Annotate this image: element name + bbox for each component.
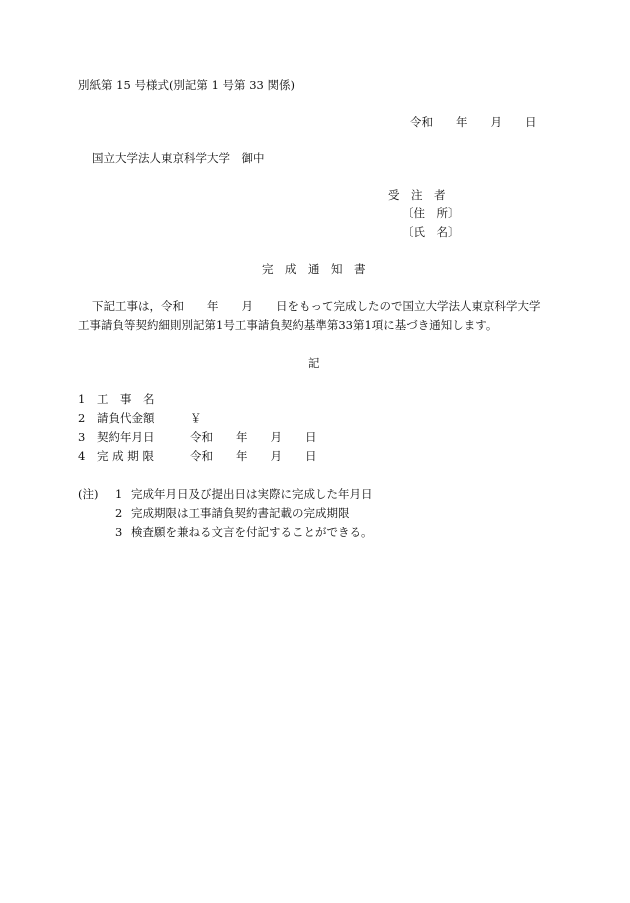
item-label-contract-date: 契約年月日 — [97, 430, 155, 444]
note-text: 検査願を兼ねる文言を付記することができる。 — [131, 525, 373, 539]
note-number: 2 — [115, 506, 123, 520]
note-text: 完成年月日及び提出日は実際に完成した年月日 — [131, 487, 373, 501]
contractor-label: 受 注 者 — [388, 188, 446, 202]
addressee: 国立大学法人東京科学大学 御中 — [92, 151, 265, 165]
note-text: 完成期限は工事請負契約書記載の完成期限 — [131, 506, 350, 520]
form-reference: 別紙第 15 号様式(別記第 1 号第 33 関係) — [78, 78, 295, 92]
item-label-construction-name: 工 事 名 — [97, 392, 155, 406]
item-number: 3 — [78, 430, 86, 444]
item-value-completion-deadline: 令和 年 月 日 — [190, 449, 317, 463]
item-value-contract-date: 令和 年 月 日 — [190, 430, 317, 444]
item-number: 4 — [78, 449, 86, 463]
item-label-contract-amount: 請負代金額 — [97, 411, 155, 425]
note-number: 3 — [115, 525, 123, 539]
item-value-yen: ￥ — [190, 411, 202, 425]
contractor-name-label: 〔氏 名〕 — [402, 225, 460, 239]
item-number: 2 — [78, 411, 86, 425]
item-label-completion-deadline: 完 成 期 限 — [97, 449, 154, 463]
body-line-1: 下記工事は，令和 年 月 日をもって完成したので国立大学法人東京科学大学 — [92, 299, 541, 313]
date-line: 令和 年 月 日 — [410, 115, 537, 129]
document-title: 完 成 通 知 書 — [262, 262, 366, 276]
contractor-address-label: 〔住 所〕 — [402, 206, 460, 220]
notes-label: (注) — [78, 487, 99, 501]
item-number: 1 — [78, 392, 86, 406]
note-number: 1 — [115, 487, 123, 501]
body-line-2: 工事請負等契約細則別記第1号工事請負契約基準第33第1項に基づき通知します。 — [78, 318, 498, 332]
ki-heading: 記 — [308, 356, 320, 370]
